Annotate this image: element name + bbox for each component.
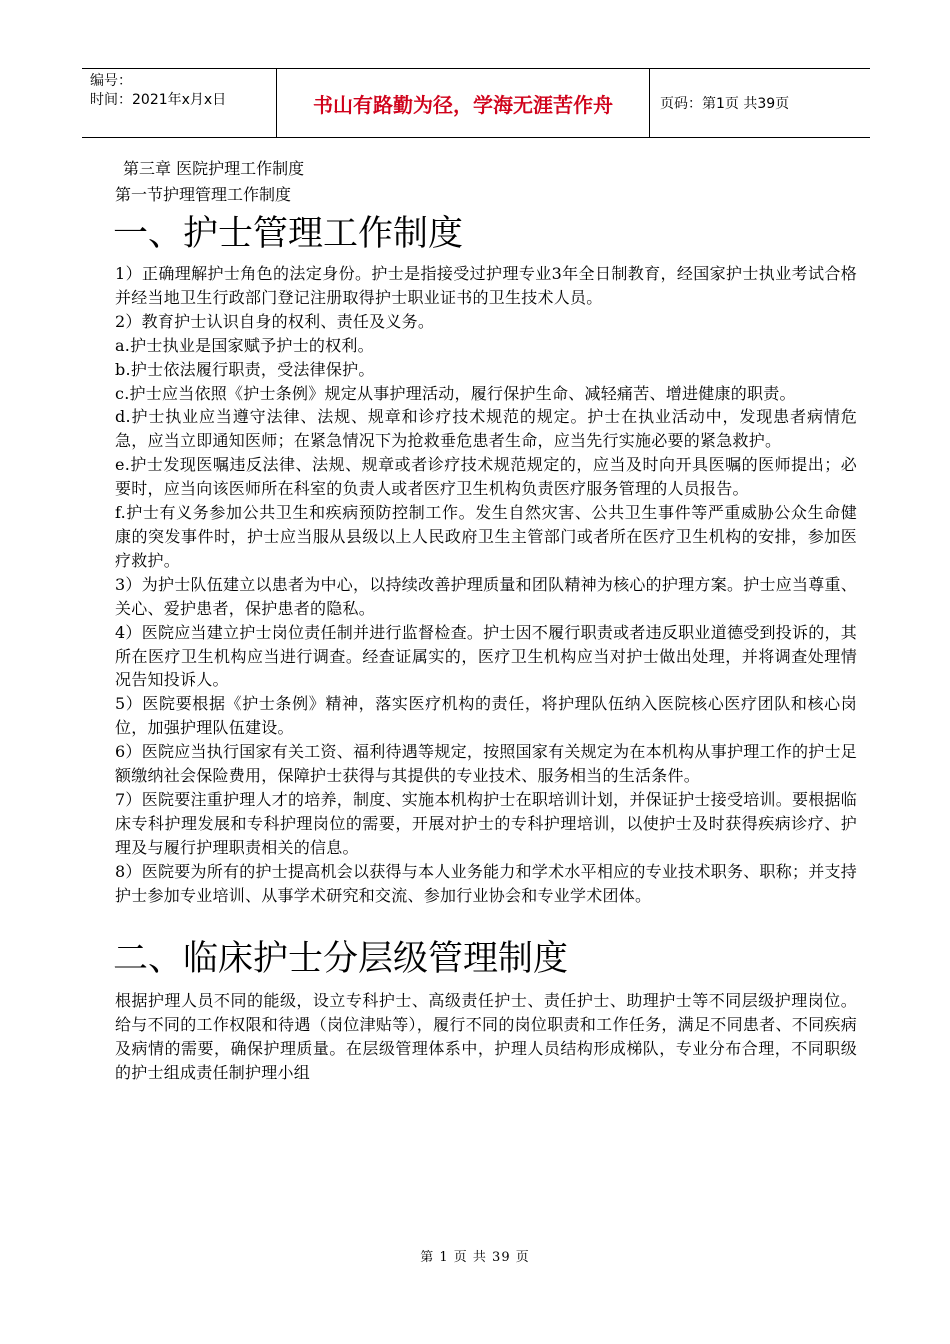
header-page-label: 页码：第1页 共39页 — [660, 96, 790, 112]
paragraph: 8）医院要为所有的护士提高机会以获得与本人业务能力和学术水平相应的专业技术职务、职称；并支持护士参加专业培训、从事学术研究和交流、参加行业协会和专业学术团体。 — [115, 861, 857, 905]
document-date-label: 时间：2021年x月x日 — [90, 92, 227, 108]
paragraph: 6）医院应当执行国家有关工资、福利待遇等规定，按照国家有关规定为在本机构从事护理工作的护士足额缴纳社会保险费用，保障护士获得与其提供的专业技术、服务相当的生活条件。 — [115, 742, 857, 786]
paragraph: 4）医院应当建立护士岗位责任制并进行监督检查。护士因不履行职责或者违反职业道德受到投诉的，其所在医疗卫生机构应当进行调查。经查证属实的，医疗卫生机构应当对护士做出处理，并将调查处理情况告知投诉人。 — [115, 622, 857, 690]
document-number-label: 编号： — [90, 73, 132, 89]
header-motto: 书山有路勤为径，学海无涯苦作舟 — [277, 69, 650, 137]
header-meta — [82, 69, 277, 137]
paragraph: b.护士依法履行职责，受法律保护。 — [115, 359, 375, 379]
chapter-title: 第三章 医院护理工作制度 — [123, 159, 305, 178]
section-title: 第一节护理管理工作制度 — [115, 185, 292, 204]
paragraph: 2）教育护士认识自身的权利、责任及义务。 — [115, 311, 435, 331]
heading-tiered-management: 二、临床护士分层级管理制度 — [113, 939, 569, 980]
paragraph: 根据护理人员不同的能级，设立专科护士、高级责任护士、责任护士、助理护士等不同层级护理岗位。给与不同的工作权限和待遇（岗位津贴等），履行不同的岗位职责和工作任务，满足不同患者、不同疾病及病情的需要，确保护理质量。在层级管理体系中，护理人员结构形成梯队，专业分布合理，不同职级的护士组成责任制护理小组 — [115, 991, 857, 1083]
paragraph: 1）正确理解护士角色的法定身份。护士是指接受过护理专业3年全日制教育，经国家护士执业考试合格并经当地卫生行政部门登记注册取得护士职业证书的卫生技术人员。 — [115, 264, 857, 307]
paragraph: 7）医院要注重护理人才的培养，制度、实施本机构护士在职培训计划，并保证护士接受培训。要根据临床专科护理发展和专科护理岗位的需要，开展对护士的专科护理培训，以使护士及时获得疾病诊疗、护理及与履行护理职责相关的信息。 — [115, 789, 857, 857]
paragraph: 3）为护士队伍建立以患者为中心，以持续改善护理质量和团队精神为核心的护理方案。护士应当尊重、关心、爱护患者，保护患者的隐私。 — [115, 574, 857, 618]
paragraph: 5）医院要根据《护士条例》精神，落实医疗机构的责任，将护理队伍纳入医院核心医疗团队和核心岗位，加强护理队伍建设。 — [115, 694, 857, 738]
document-body — [115, 158, 857, 1085]
page-footer: 第 1 页 共 39 页 — [420, 1250, 530, 1265]
document-header — [82, 68, 870, 138]
paragraph: e.护士发现医嘱违反法律、法规、规章或者诊疗技术规范规定的，应当及时向开具医嘱的医师提出；必要时，应当向该医师所在科室的负责人或者医疗卫生机构负责医疗服务管理的人员报告。 — [115, 455, 857, 499]
paragraph: f.护士有义务参加公共卫生和疾病预防控制工作。发生自然灾害、公共卫生事件等严重威胁公众生命健康的突发事件时，护士应当服从县级以上人民政府卫生主管部门或者所在医疗卫生机构的安排，参加医疗救护。 — [115, 503, 857, 570]
heading-nurse-management: 一、护士管理工作制度 — [113, 214, 464, 254]
paragraph: c.护士应当依照《护士条例》规定从事护理活动，履行保护生命、减轻痛苦、增进健康的职责。 — [115, 383, 796, 403]
paragraph: a.护士执业是国家赋予护士的权利。 — [115, 335, 374, 355]
paragraph: d.护士执业应当遵守法律、法规、规章和诊疗技术规范的规定。护士在执业活动中，发现患者病情危急，应当立即通知医师；在紧急情况下为抢救垂危患者生命，应当先行实施必要的紧急救护。 — [115, 407, 857, 451]
